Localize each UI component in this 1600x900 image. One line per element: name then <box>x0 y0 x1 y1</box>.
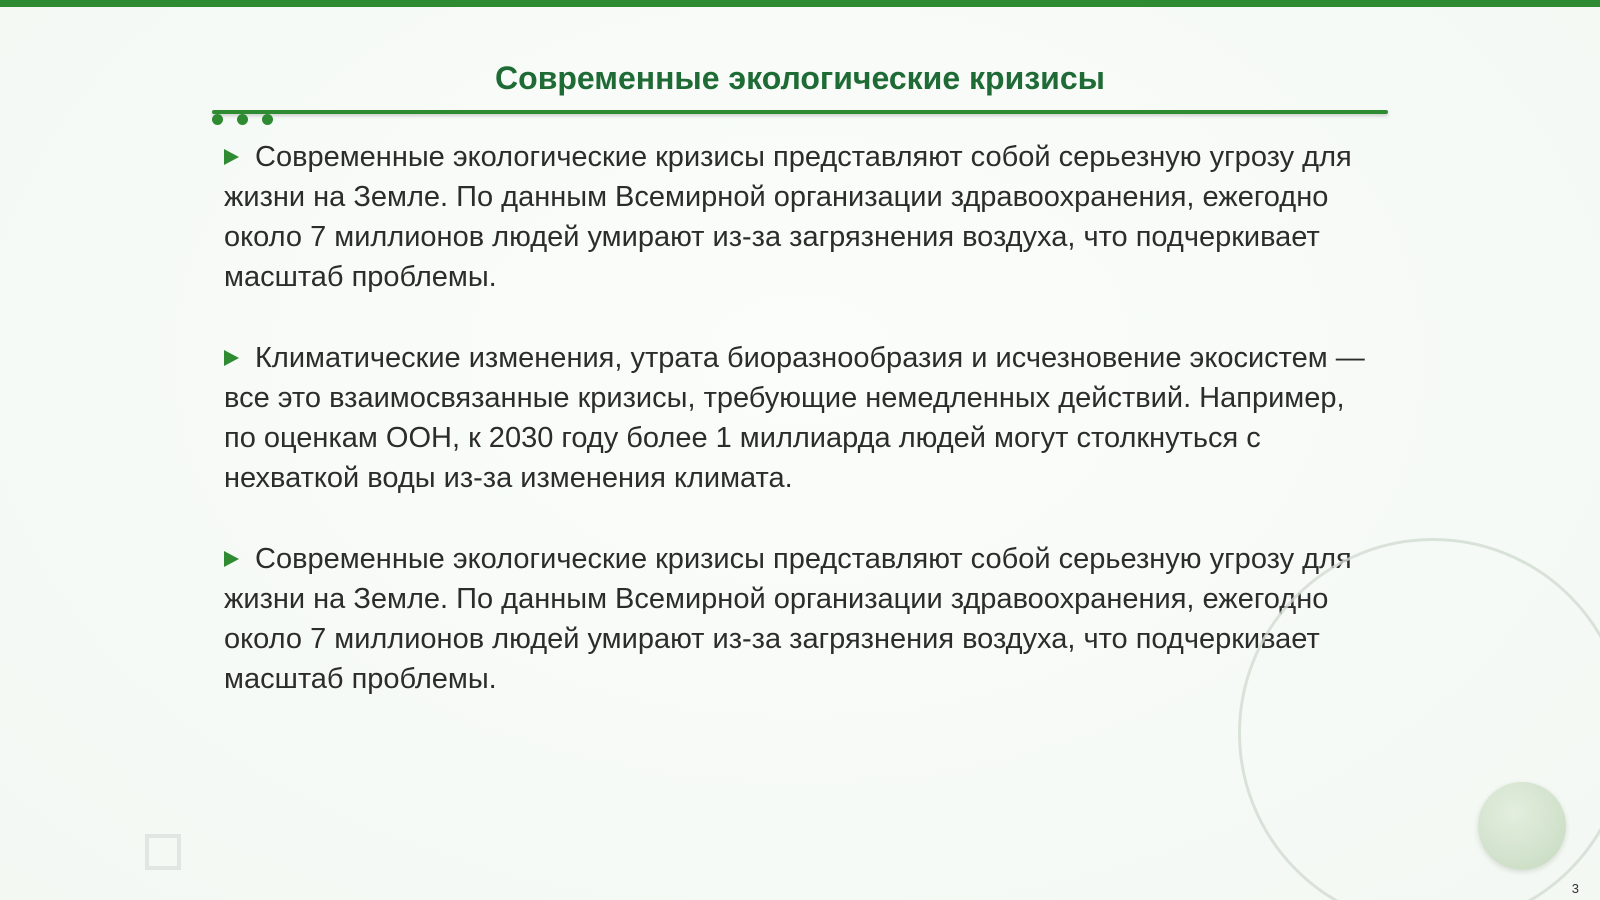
title-dots-decoration <box>212 114 292 126</box>
title-underline <box>212 110 1388 114</box>
triangle-right-icon <box>224 350 239 366</box>
bullet-paragraph <box>224 137 1374 297</box>
bullet-paragraph <box>224 338 1374 498</box>
bullet-paragraph <box>224 539 1374 699</box>
slide-title: Современные экологические кризисы <box>495 60 1105 96</box>
bullet-text: Климатические изменения, утрата биоразнообразия и исчезновение экосистем — все это взаимосвязанные кризисы, требующие немедленных действий. Например, по оценкам ООН, к 2030 году более 1 миллиарда людей могут столкнуться с нехваткой воды из-за изменения климата. <box>224 342 1365 494</box>
decorative-circle <box>1478 782 1566 870</box>
top-accent-bar <box>0 0 1600 7</box>
decorative-square <box>145 834 181 870</box>
triangle-right-icon <box>224 149 239 165</box>
bullet-text: Современные экологические кризисы представляют собой серьезную угрозу для жизни на Земле. По данным Всемирной организации здравоохранения, ежегодно около 7 миллионов людей умирают из-за загрязнения воздуха, что подчеркивает масштаб проблемы. <box>224 543 1352 695</box>
bullet-text: Современные экологические кризисы представляют собой серьезную угрозу для жизни на Земле. По данным Всемирной организации здравоохранения, ежегодно около 7 миллионов людей умирают из-за загрязнения воздуха, что подчеркивает масштаб проблемы. <box>224 141 1352 293</box>
triangle-right-icon <box>224 551 239 567</box>
bullet-list <box>224 137 1374 740</box>
page-number: 3 <box>1571 881 1579 896</box>
dot-icon <box>212 114 223 125</box>
dot-icon <box>262 114 273 125</box>
dot-icon <box>237 114 248 125</box>
